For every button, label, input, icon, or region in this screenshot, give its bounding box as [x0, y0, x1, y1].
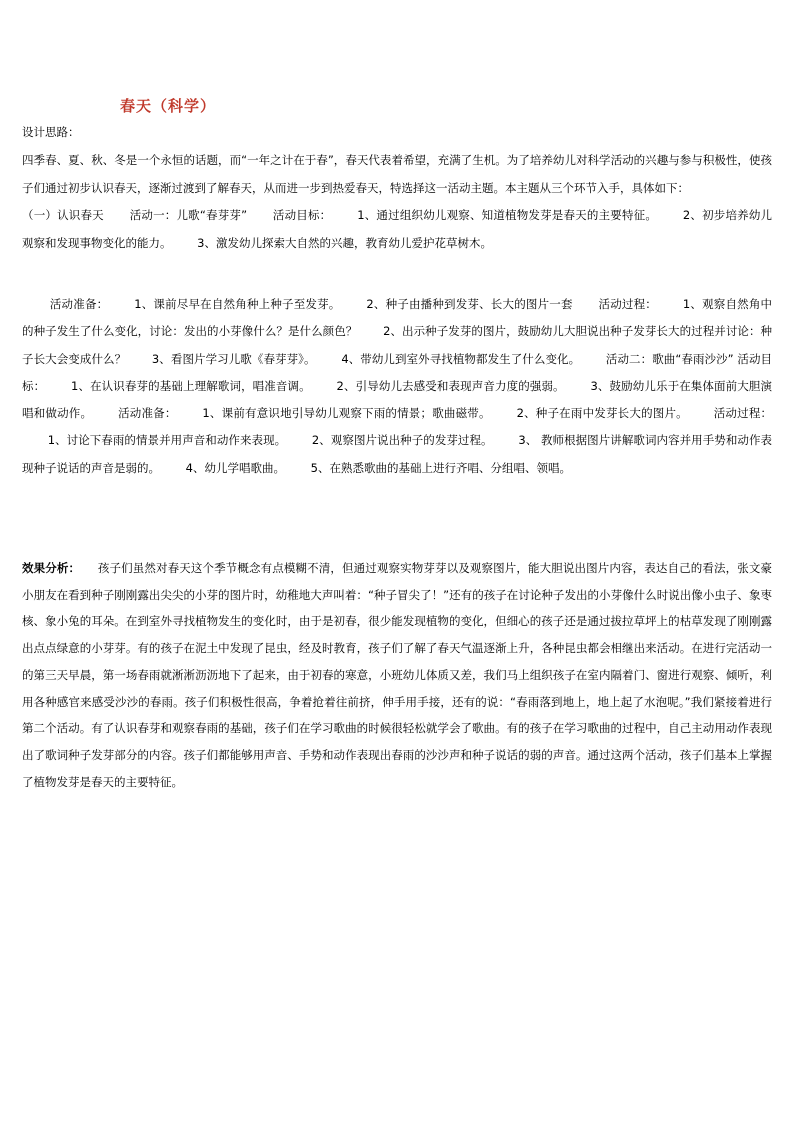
process-item: 3、 教师根据图片讲解歌词内容并用手势和动作表现种子说话的声音是弱的。 — [22, 433, 773, 475]
activity2-title: 活动二：歌曲“春雨沙沙” — [605, 351, 734, 366]
process-item: 4、带幼儿到室外寻找植物都发生了什么变化。 — [341, 351, 581, 366]
process-label: 活动过程： — [598, 297, 657, 311]
prep-item: 1、课前尽早在自然角种上种子至发芽。 — [134, 297, 341, 311]
analysis-label: 效果分析： — [22, 561, 81, 575]
process-label: 活动过程： — [713, 406, 773, 421]
goal-label: 活动目标： — [22, 351, 773, 393]
activity1-title: 活动一：儿歌“春芽芽” — [129, 208, 248, 222]
activity-paragraph — [22, 291, 772, 482]
process-item: 5、在熟悉歌曲的基础上进行齐唱、分组唱、领唱。 — [310, 460, 571, 475]
design-label: 设计思路： — [22, 125, 80, 139]
goal-item: 1、通过组织幼儿观察、知道植物发芽是春天的主要特征。 — [357, 208, 658, 222]
goal-item: 2、初步培养幼儿观察和发现事物变化的能力。 — [22, 208, 773, 250]
goal-item: 3、鼓励幼儿乐于在集体面前大胆演唱和做动作。 — [22, 378, 773, 421]
process-item: 1、观察自然角中的种子发生了什么变化，讨论：发出的小芽像什么？是什么颜色？ — [22, 297, 773, 339]
intro-paragraph — [22, 147, 772, 257]
analysis-text: 孩子们虽然对春天这个季节概念有点模糊不清，但通过观察实物芽芽以及观察图片，能大胆说出图片内容，表达自己的看法，张文豪小朋友在看到种子刚刚露出尖尖的小芽的图片时，幼稚地大声叫着：“种子冒尖了！”还有的孩子在讨论种子发出的小芽像什么时说出像小虫子、象枣核、象小兔的耳朵。在到室外寻找植物发生的变化时，由于是初春，很少能发现植物的变化，但细心的孩子还是通过拔拉草坪上的枯草发现了刚刚露出点点绿意的小芽芽。有的孩子在泥土中发现了昆虫，经及时教育，孩子们了解了春天气温逐渐上升，各种昆虫都会相继出来活动。在进行完活动一的第三天早晨，第一场春雨就淅淅沥沥地下了起来，由于初春的寒意，小班幼儿体质又差，我们马上组织孩子在室内隔着门、窗进行观察、倾听，利用各种感官来感受沙沙的春雨。孩子们积极性很高，争着抢着往前挤，伸手用手接，还有的说：“春雨落到地上，地上起了水泡呢。”我们紧接着进行第二个活动。有了认识春芽和观察春雨的基础，孩子们在学习歌曲的时候很轻松就学会了歌曲。有的孩子在学习歌曲的过程中，自己主动用动作表现出了歌词种子发芽部分的内容。孩子们都能够用声音、手势和动作表现出春雨的沙沙声和种子说话的弱的声音。通过这两个活动，孩子们基本上掌握了植物发芽是春天的主要特征。 — [22, 561, 772, 789]
process-item: 2、出示种子发芽的图片，鼓励幼儿大胆说出种子发芽长大的过程并讨论：种子长大会变成什么？ — [22, 324, 773, 366]
prep-item: 1、课前有意识地引导幼儿观察下雨的情景；歌曲磁带。 — [202, 406, 491, 421]
section1-heading: （一）认识春天 — [22, 208, 104, 222]
process-item: 1、讨论下春雨的情景并用声音和动作来表现。 — [47, 433, 287, 448]
process-item: 3、看图片学习儿歌《春芽芽》。 — [151, 351, 316, 366]
goal-label: 活动目标： — [272, 208, 332, 222]
process-item: 2、观察图片说出种子的发芽过程。 — [311, 433, 493, 448]
prep-item: 2、种子在雨中发芽长大的图片。 — [516, 406, 688, 421]
intro-text: 四季春、夏、秋、冬是一个永恒的话题，而“一年之计在于春”，春天代表着希望，充满了生机。为了培养幼儿对科学活动的兴趣与参与积极性，使孩子们通过初步认识春天，逐渐过渡到了解春天，从而进一步到热爱春天，特选择这一活动主题。本主题从三个环节入手，具体如下： — [22, 153, 772, 195]
process-item: 4、幼儿学唱歌曲。 — [185, 460, 285, 475]
document-title: 春天（科学） — [120, 97, 217, 115]
prep-label: 活动准备： — [49, 297, 109, 311]
goal-item: 1、在认识春芽的基础上理解歌词，唱准音调。 — [71, 378, 311, 393]
analysis-paragraph — [22, 555, 772, 795]
goal-item: 2、引导幼儿去感受和表现声音力度的强弱。 — [336, 378, 565, 393]
goal-item: 3、激发幼儿探索大自然的兴趣，教育幼儿爱护花草树木。 — [197, 235, 492, 250]
prep-label: 活动准备： — [118, 406, 177, 421]
prep-item: 2、种子由播种到发芽、长大的图片一套 — [366, 297, 573, 311]
